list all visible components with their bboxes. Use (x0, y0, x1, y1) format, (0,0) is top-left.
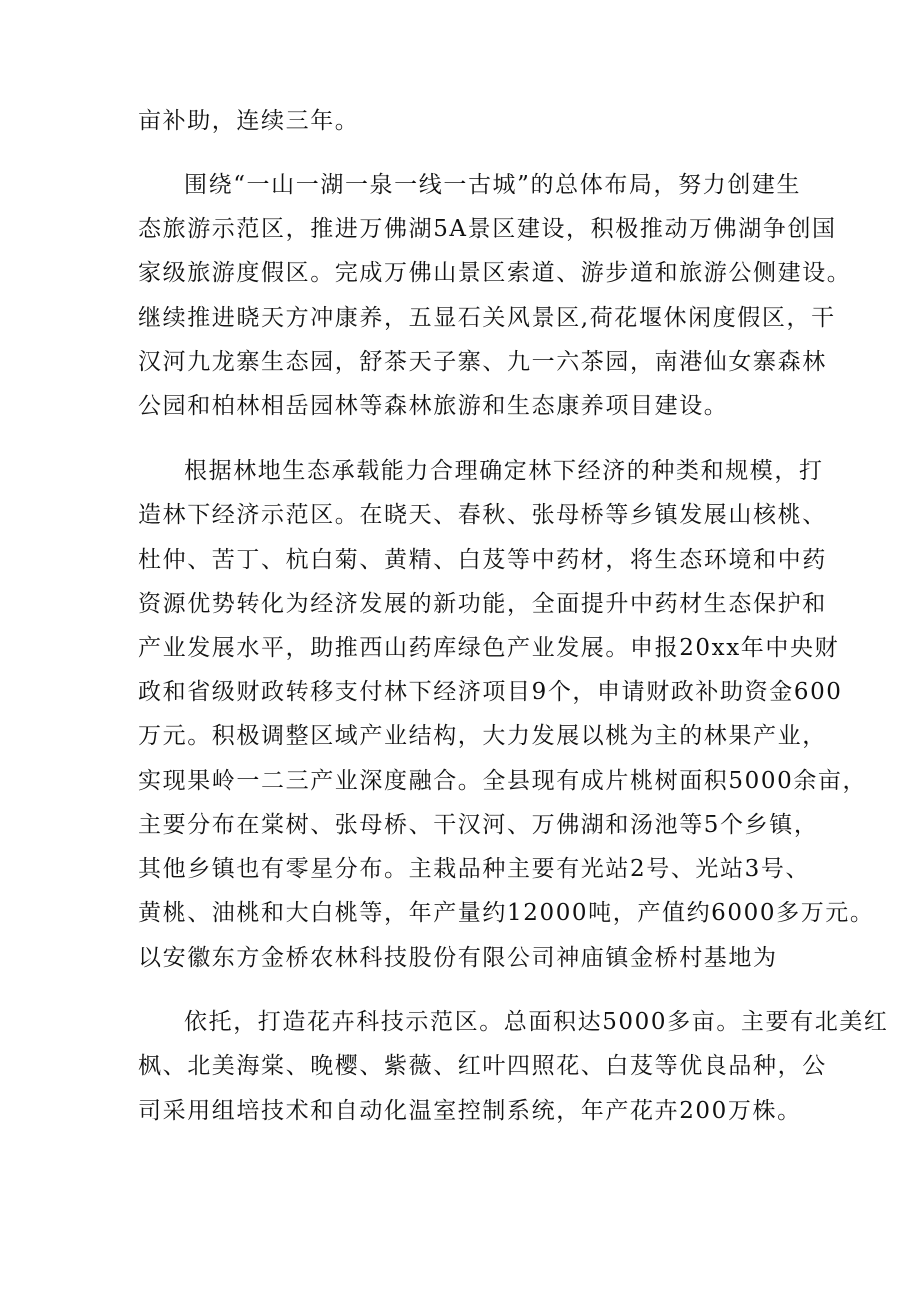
text-line: 黄桃、油桃和大白桃等，年产量约12000吨，产值约6000多万元。 (138, 900, 875, 926)
text-line: 公园和柏林相岳园林等森林旅游和生态康养项目建设。 (138, 393, 729, 419)
text-line: 态旅游示范区，推进万佛湖5A景区建设，积极推动万佛湖争创国 (138, 216, 837, 242)
text-line: 产业发展水平，助推西山药库绿色产业发展。申报20xx年中央财 (138, 635, 840, 661)
text-line: 枫、北美海棠、晚樱、紫薇、红叶四照花、白芨等优良品种，公 (138, 1053, 827, 1079)
text-line: 家级旅游度假区。完成万佛山景区索道、游步道和旅游公侧建设。 (138, 260, 852, 286)
text-line: 司采用组培技术和自动化温室控制系统，年产花卉200万株。 (138, 1098, 802, 1124)
text-line: 亩补助，连续三年。 (138, 108, 360, 134)
text-line: 造林下经济示范区。在晓天、春秋、张母桥等乡镇发展山核桃、 (138, 502, 827, 528)
text-line: 万元。积极调整区域产业结构，大力发展以桃为主的林果产业， (138, 723, 827, 749)
text-line (138, 1135, 818, 1175)
paragraph-first-line: 围绕“一山一湖一泉一线一古城”的总体布局，努力创建生 (184, 172, 802, 198)
paragraph-first-line: 依托，打造花卉科技示范区。总面积达5000多亩。主要有北美红 (184, 1009, 889, 1035)
text-line: 继续推进晓天方冲康养，五显石关风景区,荷花堰休闲度假区，干 (138, 305, 836, 331)
text-line: 实现果岭一二三产业深度融合。全县现有成片桃树面积5000余亩， (138, 768, 868, 794)
text-line: 汉河九龙寨生态园，舒茶天子寨、九一六茶园，南港仙女寨森林 (138, 349, 827, 375)
text-line: 资源优势转化为经济发展的新功能，全面提升中药材生态保护和 (138, 591, 827, 617)
text-line: 主要分布在棠树、张母桥、干汉河、万佛湖和汤池等5个乡镇， (138, 812, 819, 838)
text-line: 以安徽东方金桥农林科技股份有限公司神庙镇金桥村基地为 (138, 945, 778, 971)
text-line: 杜仲、苦丁、杭白菊、黄精、白芨等中药材，将生态环境和中药 (138, 547, 827, 573)
paragraph-first-line: 根据林地生态承载能力合理确定林下经济的种类和规模，打 (184, 458, 824, 484)
text-line: 政和省级财政转移支付林下经济项目9个，申请财政补助资金600 (138, 679, 843, 705)
text-line: 其他乡镇也有零星分布。主栽品种主要有光站2号、光站3号、 (138, 856, 811, 882)
